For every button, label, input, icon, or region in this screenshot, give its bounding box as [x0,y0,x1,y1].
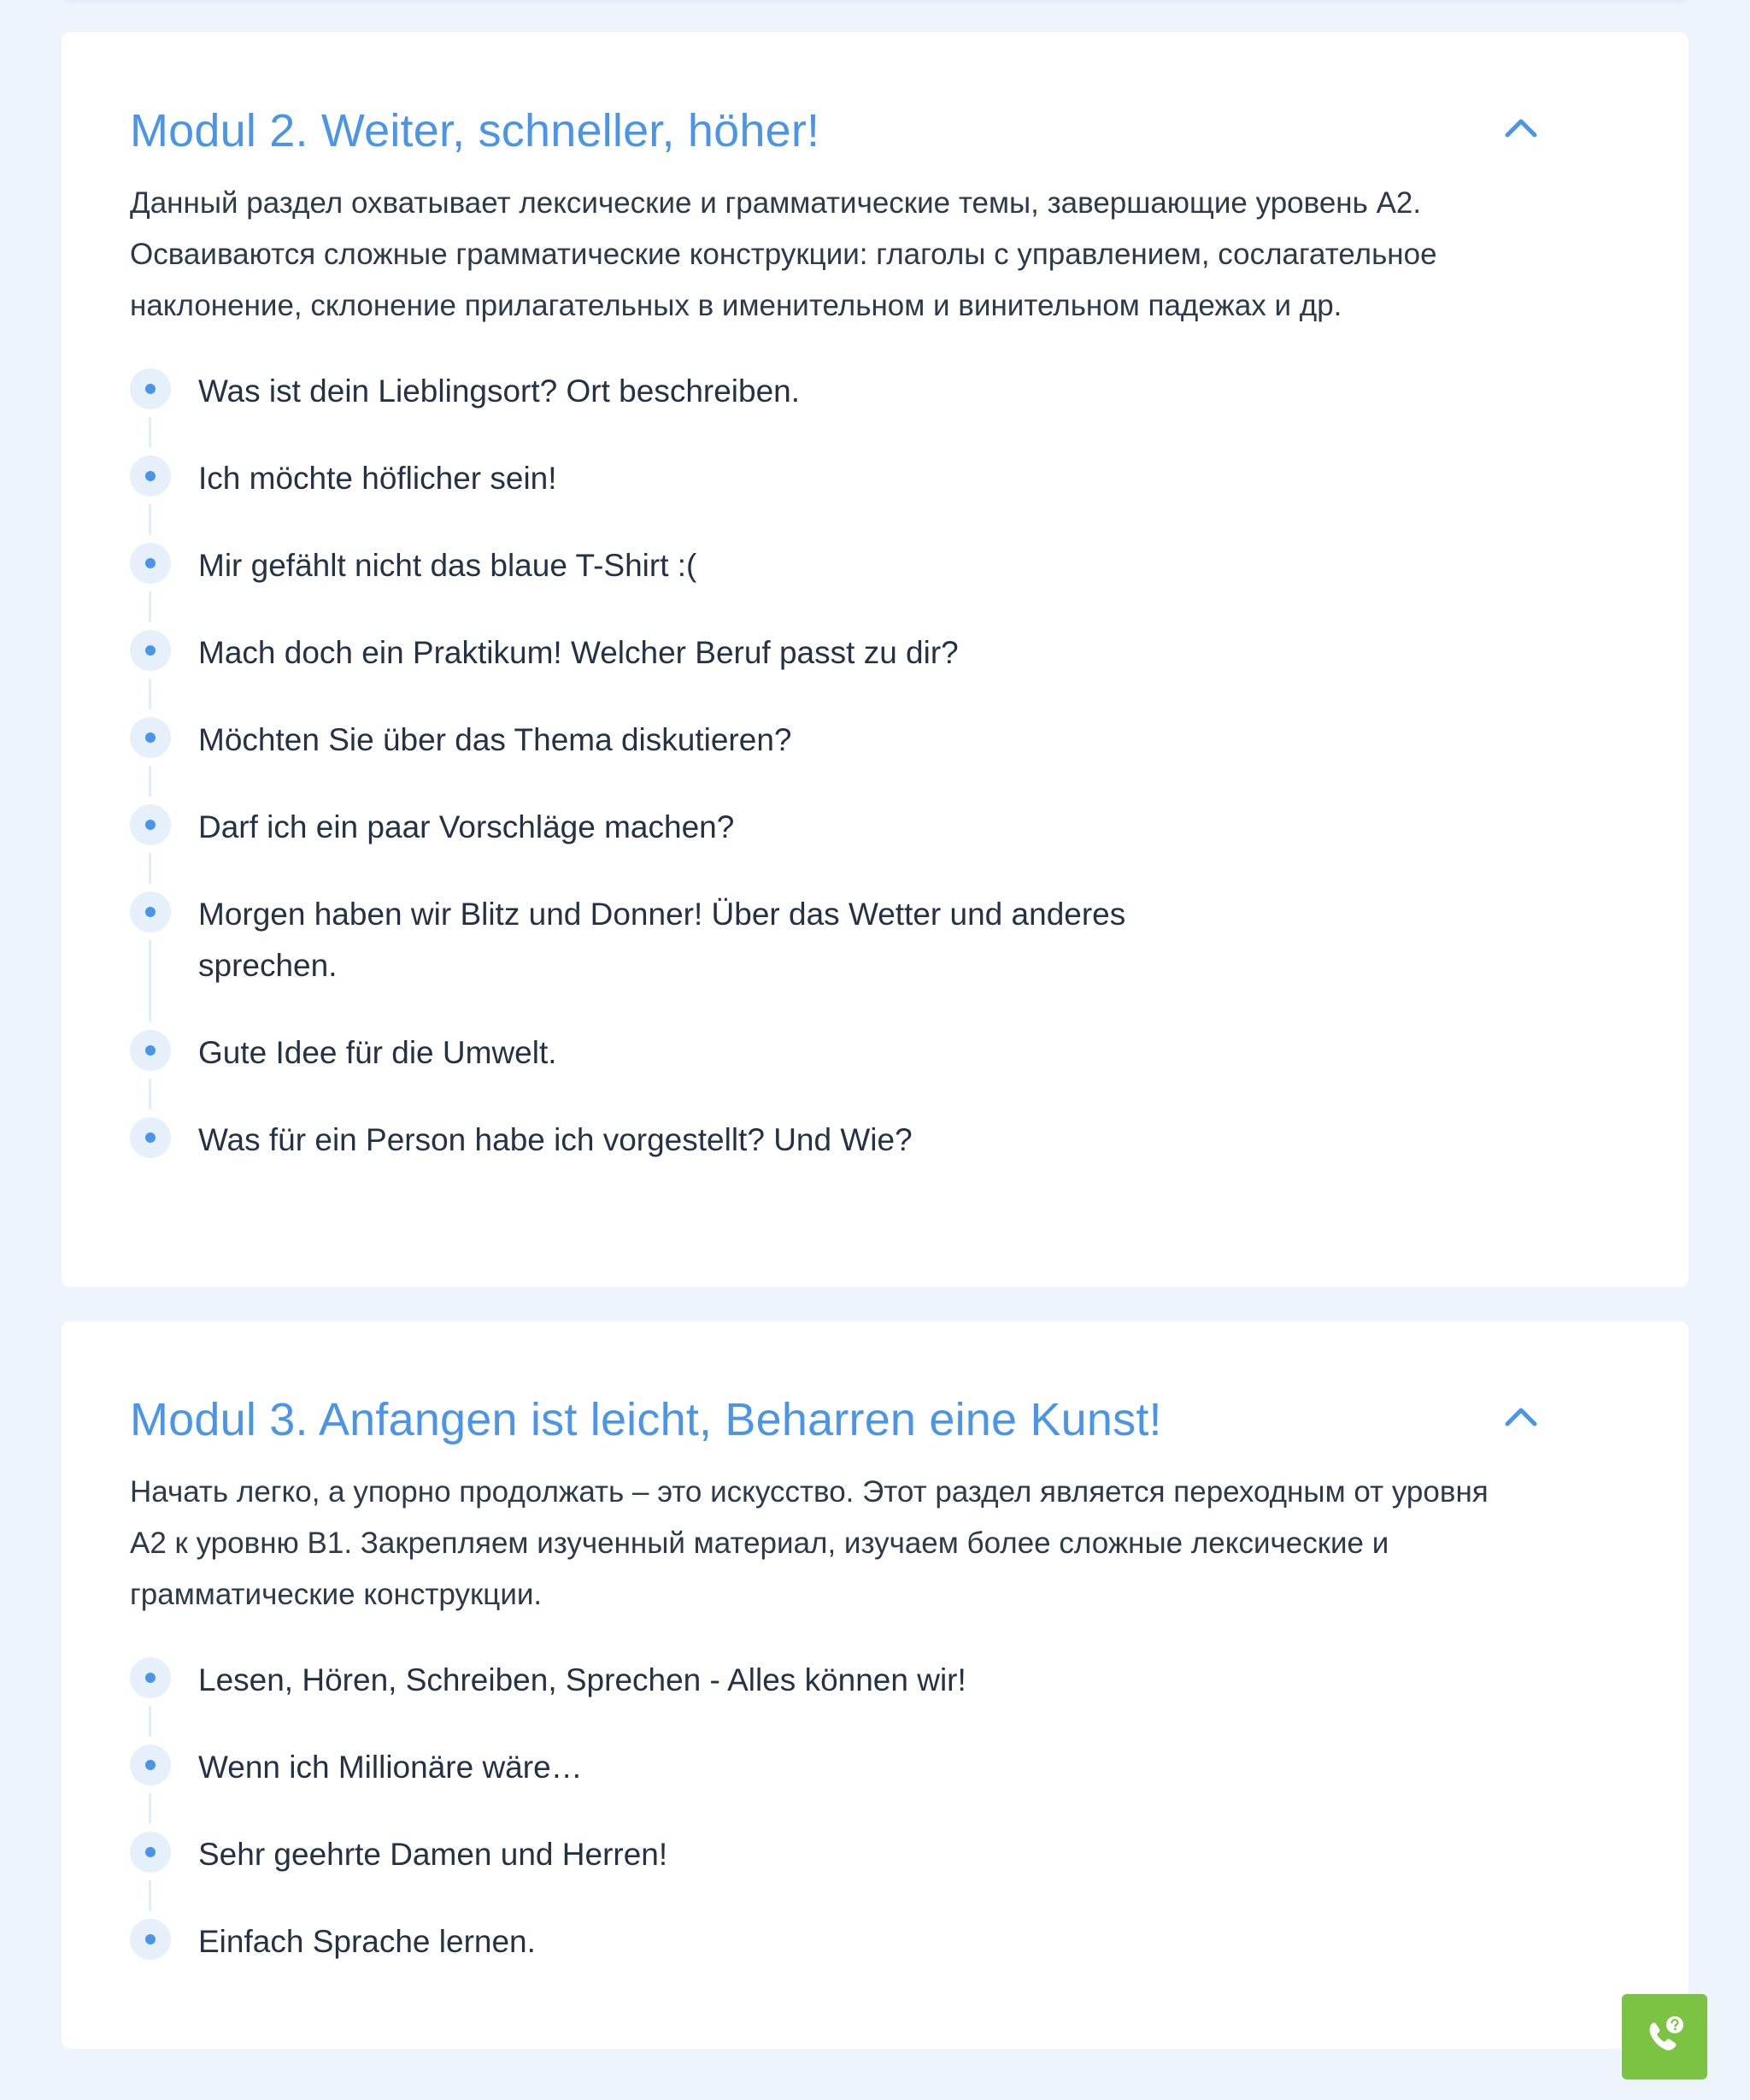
lesson-label: Morgen haben wir Blitz und Donner! Über das Wetter und anderes sprechen. [198,897,1126,983]
lesson-item [130,626,1620,713]
timeline-connector [149,417,151,448]
lesson-label: Mir gefählt nicht das blaue T-Shirt :( [198,548,697,583]
call-button[interactable] [1622,1994,1707,2079]
module-header-2[interactable] [130,32,1620,178]
bullet-dot-icon [130,1117,171,1158]
module-title[interactable]: Modul 3. Anfangen ist leicht, Beharren eine Kunst! [130,1394,1162,1445]
lesson-item [130,713,1620,800]
bullet-dot-icon [130,1657,171,1698]
lesson-label: Einfach Sprache lernen. [198,1924,536,1959]
lesson-label: Mach doch ein Praktikum! Welcher Beruf passt zu dir? [198,635,959,670]
bullet-dot-icon [130,543,171,584]
timeline-connector [149,766,151,797]
bullet-dot-icon [130,456,171,497]
lesson-label: Was für ein Person habe ich vorgestellt? Und Wie? [198,1122,913,1157]
bullet-dot-icon [130,1030,171,1071]
module-description: Данный раздел охватывает лексические и грамматические темы, завершающие уровень А2. Осваиваются сложные грамматические конструкции: глаголы с управлением, сослагательное наклонение, склонение прилагательных в именительном и винительном падежах и др. [130,186,1437,322]
timeline-connector [149,853,151,884]
timeline-connector [149,940,151,1022]
lesson-label: Ich möchte höflicher sein! [198,461,557,496]
timeline-connector [149,504,151,535]
timeline-connector [149,591,151,622]
bullet-dot-icon [130,891,171,932]
timeline-connector [149,679,151,709]
bullet-dot-icon [130,804,171,845]
bullet-dot-icon [130,1744,171,1785]
lesson-item [130,1113,1620,1166]
phone-question-icon [1639,2011,1690,2062]
module-header-3[interactable] [130,1321,1620,1467]
lesson-item [130,364,1620,451]
chevron-up-icon[interactable] [1504,115,1538,138]
module-description: Начать легко, а упорно продолжать – это искусство. Этот раздел является переходным от уровня А2 к уровню В1. Закрепляем изученный материал, изучаем более сложные лексические и грамматические конструкции. [130,1475,1489,1611]
timeline-connector [149,1706,151,1737]
lesson-list [130,1653,1620,1968]
bullet-dot-icon [130,1919,171,1960]
bullet-dot-icon [130,717,171,758]
lesson-label: Wenn ich Millionäre wäre… [198,1750,583,1785]
lesson-item [130,451,1620,538]
lesson-item [130,887,1620,1026]
lesson-label: Möchten Sie über das Thema diskutieren? [198,722,792,757]
chevron-up-icon[interactable] [1504,1403,1538,1427]
lesson-item [130,800,1620,887]
timeline-connector [149,1079,151,1109]
lesson-label: Darf ich ein paar Vorschläge machen? [198,809,735,844]
lesson-item [130,1740,1620,1827]
lesson-item [130,1915,1620,1968]
module-card-2 [62,32,1688,1287]
bullet-dot-icon [130,630,171,671]
bullet-dot-icon [130,1832,171,1873]
lesson-label: Sehr geehrte Damen und Herren! [198,1837,668,1872]
lesson-label: Lesen, Hören, Schreiben, Sprechen - Alles können wir! [198,1662,966,1697]
bullet-dot-icon [130,368,171,409]
lesson-list [130,364,1620,1166]
module-card-3 [62,1321,1688,2049]
timeline-connector [149,1880,151,1911]
lesson-item [130,1026,1620,1113]
lesson-item [130,538,1620,626]
lesson-item [130,1653,1620,1740]
module-title[interactable]: Modul 2. Weiter, schneller, höher! [130,105,820,156]
timeline-connector [149,1793,151,1824]
lesson-item [130,1827,1620,1915]
lesson-label: Was ist dein Lieblingsort? Ort beschreiben. [198,374,801,409]
lesson-label: Gute Idee für die Umwelt. [198,1035,557,1070]
